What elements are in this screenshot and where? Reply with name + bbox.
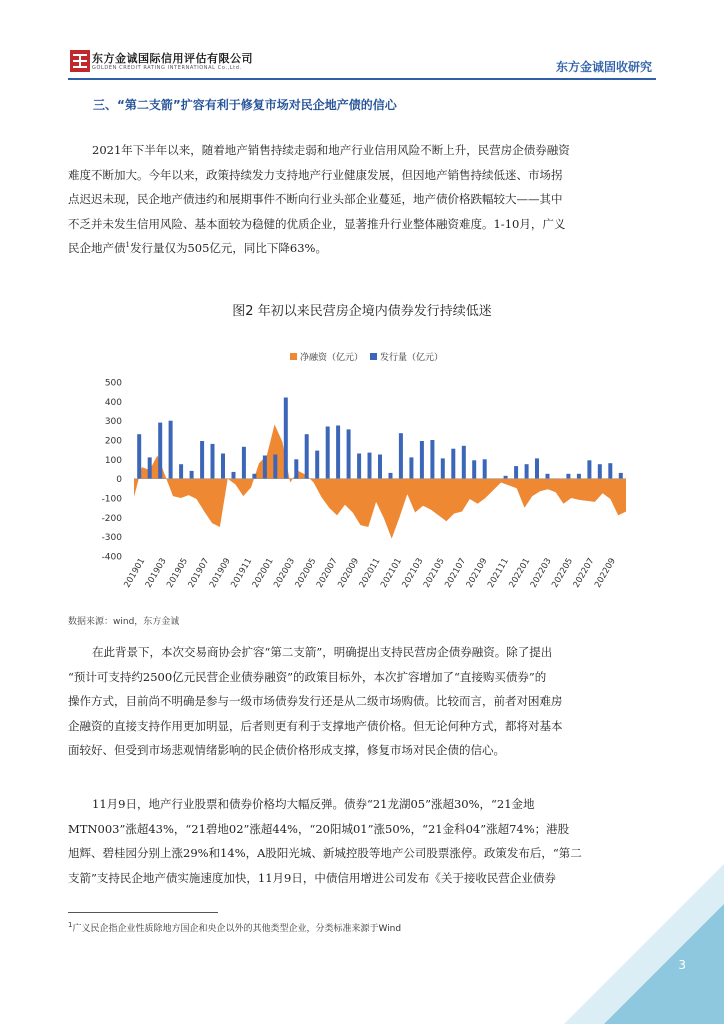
issuance-bar (409, 457, 413, 478)
issuance-bar (598, 464, 602, 479)
paragraph-text: 民企地产债 (68, 241, 126, 255)
y-tick-label: 100 (104, 455, 122, 466)
x-tick-label: 202105 (421, 556, 447, 590)
issuance-bar (535, 458, 539, 478)
issuance-bar (315, 451, 319, 479)
x-tick-label: 202107 (443, 556, 469, 590)
legend-swatch-net-financing (290, 353, 297, 360)
paragraph-text: 发行量仅为505亿元，同比下降63%。 (129, 241, 327, 255)
x-tick-label: 202101 (379, 556, 404, 590)
issuance-bar (608, 463, 612, 479)
paragraph-2 (68, 640, 656, 763)
footnote-mark: 1 (68, 921, 73, 929)
company-name-en: GOLDEN CREDIT RATING INTERNATIONAL Co.,Ltd. (92, 65, 242, 71)
y-tick-label: 500 (104, 378, 122, 389)
header-divider (68, 78, 656, 80)
issuance-bar (357, 454, 361, 479)
x-tick-label: 201911 (229, 556, 255, 590)
paragraph-line: 操作方式，目前尚不明确是参与一级市场债券发行还是从二级市场购债。比较而言，前者对困难房 (68, 694, 563, 708)
issuance-bar (190, 471, 194, 479)
y-tick-label: 400 (104, 397, 122, 408)
issuance-bar (577, 474, 581, 479)
x-tick-label: 202005 (293, 556, 319, 590)
issuance-bar (200, 441, 204, 479)
bond-issuance-chart (68, 340, 656, 610)
issuance-bar (587, 460, 591, 478)
issuance-bar (294, 459, 298, 478)
paragraph-line: 难度不断加大。今年以来，政策持续发力支持地产行业健康发展，但因地产销售持续低迷、市场拐 (68, 167, 563, 182)
x-tick-label: 201905 (165, 556, 191, 590)
paragraph-line: 2021年下半年以来，随着地产销售持续走弱和地产行业信用风险不断上升，民营房企债券融资 (92, 143, 570, 157)
issuance-bar (441, 458, 445, 478)
issuance-bar (158, 423, 162, 479)
x-tick-label: 202009 (336, 556, 362, 590)
company-logo-icon (70, 50, 90, 72)
issuance-bar (211, 444, 215, 479)
page-header (0, 0, 724, 80)
y-tick-label: 300 (104, 417, 122, 428)
net-financing-area (134, 425, 626, 539)
issuance-bar (169, 421, 173, 479)
data-source: 数据来源：wind，东方金诚 (68, 617, 180, 627)
issuance-bar (347, 429, 351, 478)
company-name-cn: 东方金诚国际信用评估有限公司 (92, 52, 253, 65)
paragraph-line (68, 236, 656, 261)
issuance-bar (273, 455, 277, 479)
x-tick-label: 201907 (186, 556, 212, 590)
issuance-bar (399, 433, 403, 478)
issuance-bar (263, 456, 267, 479)
y-tick-label: 200 (104, 436, 122, 447)
y-tick-label: -400 (101, 552, 122, 563)
x-tick-label: 201903 (143, 556, 169, 590)
issuance-bar (252, 474, 256, 479)
issuance-bar (336, 426, 340, 479)
issuance-bar (326, 427, 330, 479)
issuance-bar (504, 476, 508, 479)
footnote-reference[interactable]: 1 (125, 241, 130, 250)
issuance-bar (242, 447, 246, 479)
footnote-divider (68, 912, 218, 913)
x-tick-label: 201909 (207, 556, 233, 590)
x-tick-label: 202111 (486, 556, 511, 590)
issuance-bar (179, 464, 183, 479)
paragraph-line: 在此背景下，本次交易商协会扩容“第二支箭”，明确提出支持民营房企债券融资。除了提出 (92, 645, 553, 659)
x-tick-label: 202203 (528, 556, 554, 590)
x-tick-label: 201901 (122, 556, 148, 590)
footnote (68, 921, 401, 934)
x-tick-label: 202001 (250, 556, 276, 590)
paragraph-line: 支箭”支持民企地产债实施速度加快，11月9日，中债信用增进公司发布《关于接收民营企业债券 (68, 870, 556, 885)
paragraph-line: 旭辉、碧桂园分别上涨29%和14%，A股阳光城、新城控股等地产公司股票涨停。政策发布后，“第二 (68, 846, 582, 860)
issuance-bar (483, 459, 487, 478)
paragraph-line: 企融资的直接支持作用更加明显，后者则更有利于支撑地产债价格。但无论何种方式，都将对基本 (68, 718, 563, 733)
figure-title: 图2 年初以来民营房企境内债券发行持续低迷 (232, 304, 492, 319)
issuance-bar (619, 473, 623, 479)
y-tick-label: -100 (101, 494, 122, 505)
y-tick-label: 0 (116, 475, 122, 486)
issuance-bar (232, 472, 236, 479)
x-tick-label: 202003 (272, 556, 298, 590)
paragraph-line: 面较好、但受到市场悲观情绪影响的民企债价格形成支撑，修复市场对民企债的信心。 (68, 743, 505, 757)
issuance-bar (566, 474, 570, 479)
issuance-bar (472, 460, 476, 478)
issuance-bar (514, 466, 518, 479)
x-tick-label: 202209 (593, 556, 618, 590)
decorative-corner (564, 864, 724, 1024)
issuance-bar (451, 449, 455, 479)
paragraph-line: “预计可支持约2500亿元民营企业债券融资”的政策目标外，本次扩容增加了“直接购买债券”的 (68, 669, 547, 684)
x-tick-label: 202007 (314, 556, 340, 590)
issuance-bar (221, 454, 225, 479)
issuance-bar (420, 441, 424, 479)
issuance-bar (389, 473, 393, 479)
issuance-bar (137, 434, 141, 479)
x-tick-label: 202109 (464, 556, 490, 590)
header-report-title: 东方金诚固收研究 (555, 60, 652, 74)
x-tick-label: 202103 (400, 556, 426, 590)
x-tick-label: 202207 (571, 556, 597, 590)
page-number: 3 (678, 958, 686, 972)
issuance-bar (368, 453, 372, 479)
paragraph-line: 不乏并未发生信用风险、基本面较为稳健的优质企业，显著推升行业整体融资难度。1-10月，广义 (68, 216, 566, 231)
legend-swatch-issuance (370, 353, 377, 360)
issuance-bar (305, 434, 309, 479)
section-title: 三、“第二支箭”扩容有利于修复市场对民企地产债的信心 (93, 98, 397, 112)
paragraph-line: 11月9日，地产行业股票和债券价格均大幅反弹。债券“21龙湖05”涨超30%，“21金地 (92, 797, 535, 811)
issuance-bar (462, 446, 466, 479)
issuance-bar (378, 455, 382, 479)
issuance-bar (148, 457, 152, 478)
paragraph-line: 点迟迟未现，民企地产债违约和展期事件不断向行业头部企业蔓延，地产债价格跌幅较大——其中 (68, 192, 563, 206)
issuance-bar (284, 398, 288, 479)
y-tick-label: -200 (101, 513, 122, 524)
x-tick-label: 202201 (507, 556, 533, 590)
x-tick-label: 202205 (550, 556, 576, 590)
x-tick-label: 202011 (357, 556, 383, 590)
issuance-bar (430, 440, 434, 479)
paragraph-line: MTN003”涨超43%，“21碧地02”涨超44%，“20阳城01”涨50%，“21金科04”涨超74%；港股 (68, 821, 570, 836)
footnote-text: 广义民企指企业性质除地方国企和央企以外的其他类型企业，分类标准来源于Wind (72, 924, 402, 934)
issuance-bar (525, 464, 529, 479)
y-tick-label: -300 (101, 533, 122, 544)
legend-label-issuance: 发行量（亿元） (380, 353, 444, 363)
issuance-bar (546, 474, 550, 479)
legend-label-net-financing: 净融资（亿元） (300, 353, 364, 363)
paragraph-1 (68, 138, 656, 261)
